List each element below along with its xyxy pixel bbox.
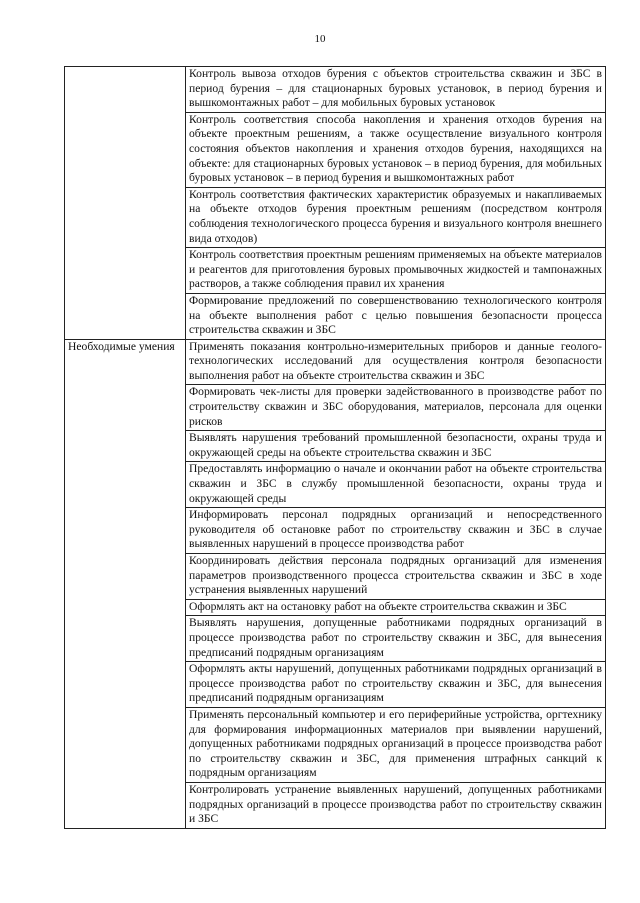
table-cell-text: Оформлять акты нарушений, допущенных работниками подрядных организаций в процессе производства работ по строительству скважин и ЗБС, для вынесения предписаний подрядным организациям [186,662,606,708]
table-row [65,339,606,385]
table-cell-text: Контроль вывоза отходов бурения с объектов строительства скважин и ЗБС в период бурения – для стационарных буровых установок, в период бурения и вышкомонтажных работ – для мобильных буровых установок [186,67,606,113]
requirements-table [64,66,606,829]
table-cell-text: Выявлять нарушения, допущенные работниками подрядных организаций в процессе производства работ по строительству скважин и ЗБС, для вынесения предписаний подрядным организациям [186,616,606,662]
table-cell-text: Формировать чек-листы для проверки задействованного в производстве работ по строительству скважин и ЗБС оборудования, материалов, персонала для оценки рисков [186,385,606,431]
table-cell-text: Контроль соответствия проектным решениям применяемых на объекте материалов и реагентов для приготовления буровых промывочных жидкостей и тампонажных растворов, а также соблюдения правил их хранения [186,248,606,294]
table-cell-text: Применять персональный компьютер и его периферийные устройства, оргтехнику для формирования информационных материалов при выявлении нарушений, допущенных работниками подрядных организаций в процессе производства работ по строительству скважин и ЗБС, для применения штрафных санкций к подрядным организациям [186,707,606,782]
table-cell-text: Выявлять нарушения требований промышленной безопасности, охраны труда и окружающей среды на объекте строительства скважин и ЗБС [186,431,606,462]
row-label-skills: Необходимые умения [65,339,186,828]
table-cell-text: Контролировать устранение выявленных нарушений, допущенных работниками подрядных организаций в процессе производства работ по строительству скважин и ЗБС [186,782,606,828]
table-row [65,67,606,113]
table-cell-text: Применять показания контрольно-измерительных приборов и данные геолого-технологических исследований для осуществления контроля безопасности выполнения работ на объекте строительства скважин и ЗБС [186,339,606,385]
row-label-continued [65,67,186,340]
table-cell-text: Формирование предложений по совершенствованию технологического контроля на объекте выполнения работ с целью повышения безопасности процесса строительства скважин и ЗБС [186,293,606,339]
table-cell-text: Координировать действия персонала подрядных организаций для изменения параметров производственного процесса строительства скважин и ЗБС в ходе устранения выявленных нарушений [186,554,606,600]
table-cell-text: Предоставлять информацию о начале и окончании работ на объекте строительства скважин и ЗБС в службу промышленной безопасности, охраны труда и окружающей среды [186,462,606,508]
table-cell-text: Оформлять акт на остановку работ на объекте строительства скважин и ЗБС [186,599,606,616]
table-cell-text: Контроль соответствия способа накопления и хранения отходов бурения на объекте проектным решениям, а также осуществление визуального контроля состояния объектов накопления и хранения отходов бурения, находящихся на объекте: для стационарных буровых установок – в период бурения, для мобильных буровых установок – в период бурения и вышкомонтажных работ [186,112,606,187]
page-number: 10 [314,33,326,45]
table-cell-text: Информировать персонал подрядных организаций и непосредственного руководителя об остановке работ по строительству скважин и ЗБС в случае выявленных нарушений в процессе производства работ [186,508,606,554]
table-cell-text: Контроль соответствия фактических характеристик образуемых и накапливаемых на объекте отходов бурения проектным решениям (посредством контроля соблюдения технологического процесса бурения и визуального контроля внешнего вида отходов) [186,187,606,247]
